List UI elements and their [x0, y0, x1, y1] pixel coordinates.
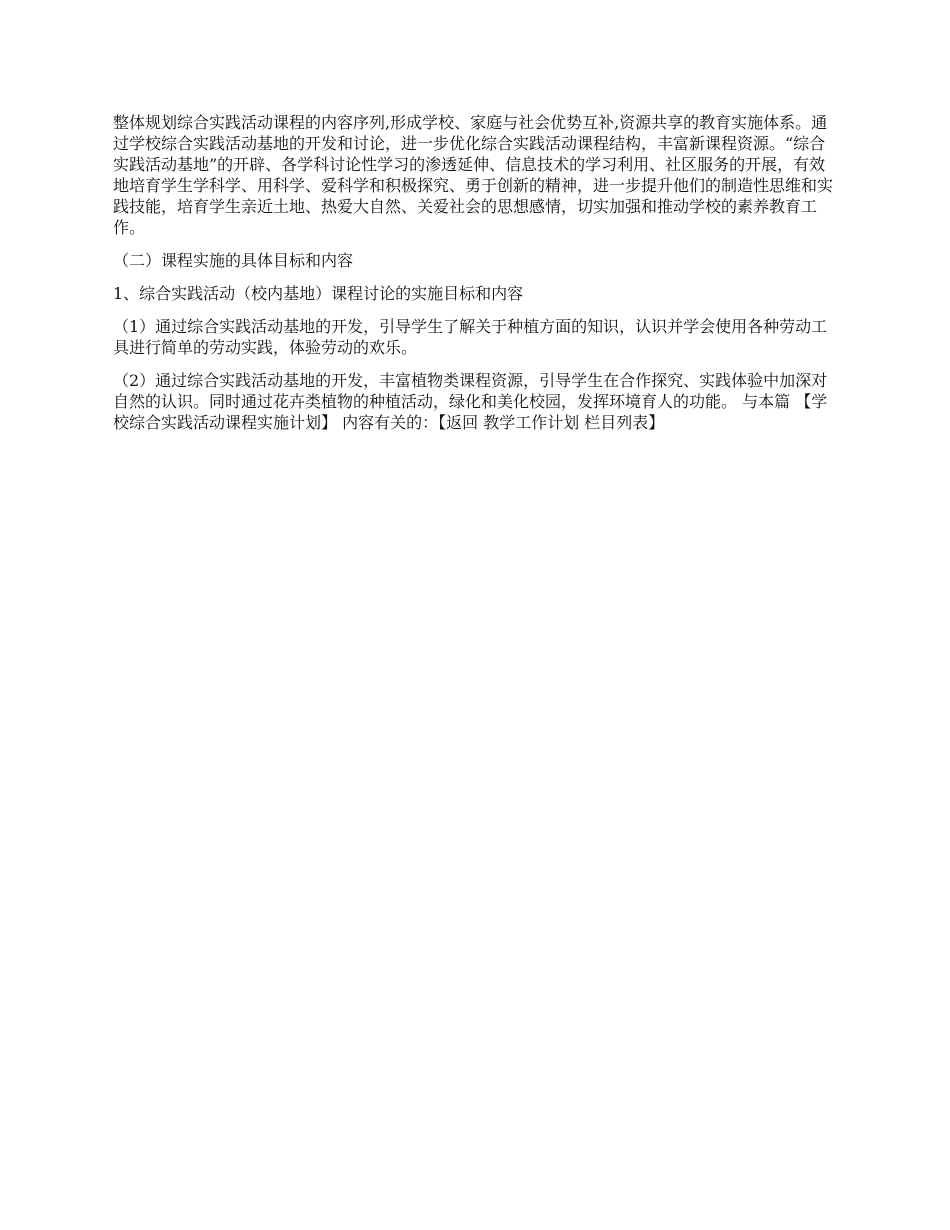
related-prefix: 与本篇 — [737, 392, 791, 411]
goal-item-2-text: （2）通过综合实践活动基地的开发，丰富植物类课程资源，引导学生在合作探究、实践体验中加深对自然的认识。同时通过花卉类植物的种植活动，绿化和美化校园，发挥环境育人的功能。 — [113, 371, 828, 411]
goal-item-1: （1）通过综合实践活动基地的开发，引导学生了解关于种植方面的知识，认识并学会使用各种劳动工具进行简单的劳动实践，体验劳动的欢乐。 — [113, 317, 828, 357]
section-heading: （二）课程实施的具体目标和内容 — [113, 251, 354, 270]
document-page — [113, 112, 841, 445]
related-suffix: 内容有关的： — [342, 413, 439, 432]
subsection-heading: 1、综合实践活动（校内基地）课程讨论的实施目标和内容 — [113, 284, 524, 303]
goal-item-2 — [113, 370, 841, 433]
intro-paragraph: 整体规划综合实践活动课程的内容序列,形成学校、家庭与社会优势互补,资源共享的教育实施体系。通过学校综合实践活动基地的开发和讨论，进一步优化综合实践活动课程结构，丰富新课程资源。“综合实践活动基地”的开辟、各学科讨论性学习的渗透延伸、信息技术的学习利用、社区服务的开展，有效地培育学生学科学、用科学、爱科学和积极探究、勇于创新的精神，进一步提升他们的制造性思维和实践技能，培育学生亲近土地、热爱大自然、关爱社会的思想感情，切实加强和推动学校的素养教育工作。 — [113, 113, 834, 237]
return-to-list-link[interactable]: 【返回 教学工作计划 栏目列表】 — [438, 413, 665, 432]
related-article-link[interactable]: 【学校综合实践活动课程实施计划】 — [113, 392, 828, 432]
